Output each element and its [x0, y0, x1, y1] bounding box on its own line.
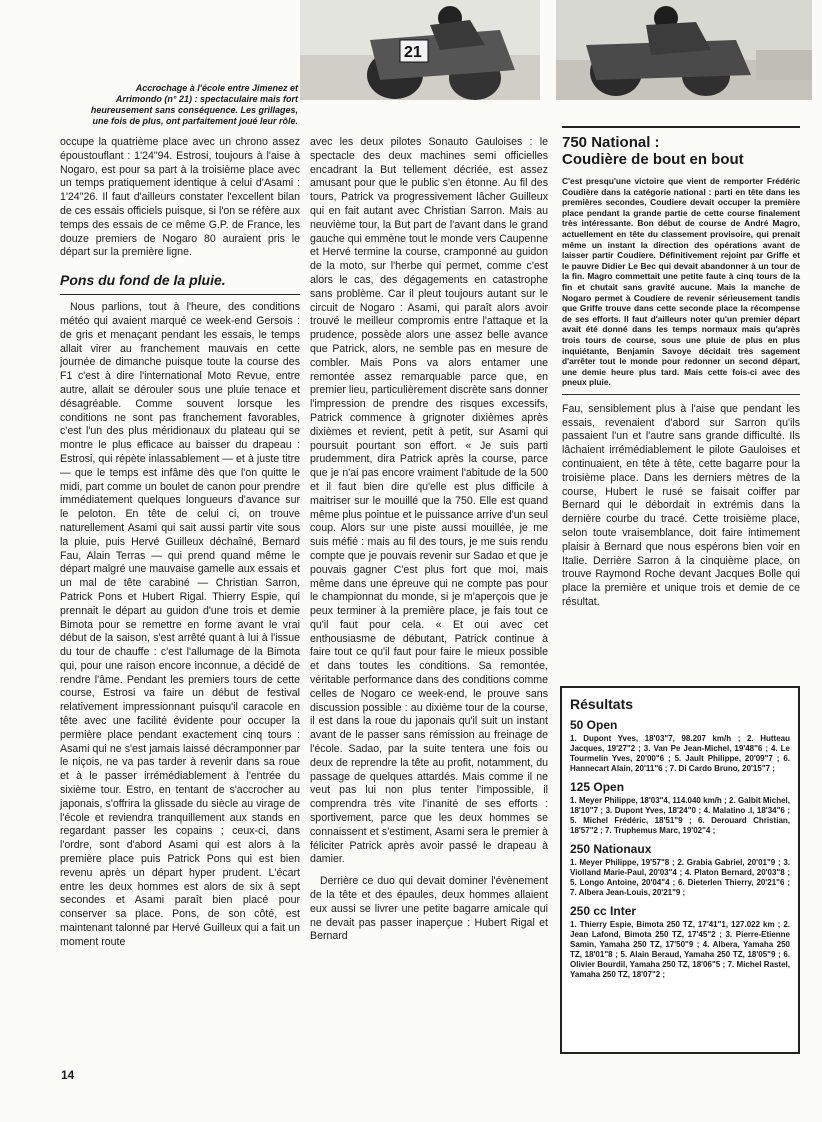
- photo-race-crash: [300, 0, 540, 100]
- category-name: 125 Open: [570, 780, 625, 794]
- category-name: 50 Open: [570, 718, 618, 732]
- photo-caption: Accrochage à l'école entre Jimenez et Arrimondo (n° 21) : spectaculaire mais fort heureusement sans conséquence. Les grillages, une fois de plus, ont parfaitement joué leur rôle.: [90, 83, 298, 126]
- results-category: [570, 780, 790, 836]
- paragraph: avec les deux pilotes Sonauto Gauloises : le spectacle des deux machines semi officielles encadrant la But tellement décriée, est assez amusant pour que le public s'en étonne. Au fil des tours, Patrick va progressivement lâcher Guilleux qui en fait autant avec Christian Sarron. Mais au neuvième tour, la But part de l'avant dans le grand gauche qui emmène tout le monde vers Caupenne et Hervé termine la course, cramponné au guidon de la moto, sur l'herbe qui permet, comme c'est alors le cas, des dégagements en catastrophe sans problème. Car il pleut toujours autant sur le circuit de Nogaro : Asami, qui paraît alors avoir trouvé le meilleur compromis entre l'attaque et la prudence, possède alors une assez belle avance que Patrick, alors, ne semble pas en mesure de combler. Mais Pons va alors entamer une remontée assez remarquable parce que, en premier lieu, particulièrement discrète sans donner l'impression de prendre des risques excessifs, Patrick commence à grignoter dixièmes après dixièmes et revient, petit à petit, sur Asami qui poursuit pourtant son effort. « Je suis parti prudemment, dira Patrick après la course, parce que je n'ai pas encore vraiment l'abitude de la 500 et il faut bien dire qu'elle est plus difficile à maitriser sur le mouillé que la 750. Elle est quand même plus pointue et le puissance arrive d'un seul coup. Alors sur une piste aussi mouillée, je me suis méfié : mais au fil des tours, je me suis rendu compte que je pouvais revenir sur Sadao et que je pouvais gagner C'est plus fort que moi, mais même dans une épreuve qui ne compte pas pour le championnat du monde, si je m'aperçois que je peux terminer à la première place, je fais tout ce qu'il faut pour cela. « Et oui avec cet enthousiasme de débutant, Patrick continue à faire tout ce qu'il faut pour faire le mieux possible et dans toutes les conditions. Sa remontée, véritable performance dans des conditions comme celles de Nogaro ce week-end, le prouve sans discussion possible : au dixième tour de la course, il est dans la roue du japonais qu'il suit un instant avant de le passer sans rémission au freinage de l'école. Sadao, par la suite tentera une fois ou deux de reprendre la tête au profit, notamment, du passage de quelques attardés. Mais comme il ne veut pas lui non plus tenter l'impossible, il comprendra très vite l'inanité de ses efforts : sportivement, parce que les deux hommes se connaissent et s'estiment, Asami sera le premier à féliciter Patrick après avoir passé le drapeau à damier.: [310, 136, 548, 866]
- section-title: [562, 134, 800, 168]
- column-1: [60, 136, 300, 950]
- category-results: 1. Meyer Philippe, 18'03"4, 114.040 km/h ; 2. Galbit Michel, 18'10"7 ; 3. Dupont Yves, 18'24"0 ; 4. Malatino .I, 18'34"6 ; 5. Michel Frédéric, 18'51"9 ; 6. Derouard Christian, 18'57"2 ; 7. Truphemus Marc, 19'02"4 ;: [570, 796, 790, 835]
- category-results: 1. Thierry Espie, Bimota 250 TZ, 17'41"1, 127.022 km ; 2. Jean Lafond, Bimota 250 TZ, 17'45"2 ; 3. Pierre-Etienne Samin, Yamaha 250 TZ, 17'50"9 ; 4. Albera, Yamaha 250 TZ, 18'01"8 ; 5. Alain Beraud, Yamaha 250 TZ, 18'05"9 ; 6. Olivier Bourdil, Yamaha 250 TZ, 18'06"5 ; 7. Michel Rastel, Yamaha 250 TZ, 18'07"2 ;: [570, 920, 790, 979]
- page-number: 14: [61, 1068, 75, 1082]
- title-line-1: 750 National :: [562, 134, 660, 151]
- column-2: [310, 136, 548, 944]
- paragraph: Nous parlions, tout à l'heure, des conditions météo qui avaient marqué ce week-end Gersois : de gris et menaçant pendant les essais, le temps allait virer au franchement mauvais en cette journée de dimanche puisque toute la course des F1 c'est à dire l'international Moto Revue, entre autre, allait se dérouler sous une pluie tenace et désagréable. Comme souvent lorsque les conditions ne sont pas franchement favorables, c'est l'un des plus méridionaux du plateau qui se montre le plus efficace au baisser du drapeau : Estrosi, qui répète inlassablement — et à juste titre — que le temps est infâme dès que l'on quitte le midi, part comme un boulet de canon pour prendre immédiatement quelques longueurs d'avance sur le peloton. En tête de celui ci, on trouve naturellement Asami qui sait aussi partir vite sous la pluie, puis Hervé Guilleux déchaîné, Bernard Fau, Alain Terras — qui prend quand même le départ malgré une mauvaise gamelle aux essais et un mal de tête carabiné — Christian Sarron, Patrick Pons et Hubert Rigal. Thierry Espie, qui prennait le départ au guidon d'une trois et demie Bimota pour se remettre en forme avant le vrai début de la saison, s'est arrêté quant à lui à l'issue du tour de chauffe : c'est l'allumage de la Bimota qui, pour une raison encore inconnue, a décidé de rendre l'âme. Pendant les premiers tours de cette course, Estrosi va faire un début de festival relativement impressionnant puisqu'il caracole en tête avec une facilité évidente pour occuper la permière place pendant exactement cinq tours : Asami qui ne s'est jamais laissé décramponner par le niçois, ne va pas tarder à revenir dans sa roue et à le passer irrémédiablement à l'entrée du sixième tour. Estro, en tentant de s'accrocher au japonais, s'offrira la glissade du siècle au virage de l'école et reviendra tranquillement aux stands en regardant passer les copains ; ceux-ci, dans l'ordre, sont d'abord Asami qui est alors à la première place puis Patrick Pons qui est bien revenu après un départ hyper prudent. L'écart entre les deux hommes est alors de six à sept secondes et Asami paraît bien placé pour conserver sa place. Pons, de son côté, est maintenant talonné par Hervé Guilleux qui a fait un moment route: [60, 301, 300, 948]
- summary-text: C'est presqu'une victoire que vient de remporter Frédéric Coudière dans la catégorie national : parti en tête dans les premières secondes, Coudiere devait occuper la première place pendant la grande partie de cette course finalement très intéressante. Bon début de course de André Magro, actuellement en tête du classement provisoire, qui prenait même un instant la direction des opérations avant de laisser partir Coudiere. Définitivement rejoint par Griffe et le pauvre Didier Le Bec qui devait abandonner à un tour de la fin. Magro commettait une petite faute à cinq tours de la fin et chutait sans gravité aucune. Mais la manche de Nogaro permet à Coudiere de revenir sérieusement tandis que Griffe trouve dans cette seconde place la récompense de ses efforts. Il faut d'ailleurs noter qu'un premier départ avait été donné dans les temps normaux mais qu'après trois tours de course, sous une pluie de plus en plus inquiétante, Benjamin Savoye décidait très sagement d'arrêter tout le monde pour redonner un second départ, une demie heure plus tard. Mais cette fois-ci avec des pneux pluie.: [562, 176, 800, 388]
- subtitle-text: Pons du fond de la pluie.: [60, 272, 226, 289]
- category-results: 1. Dupont Yves, 18'03"7, 98.207 km/h ; 2. Hutteau Jacques, 19'27"2 ; 3. Van Pe Jean-Michel, 19'48"6 ; 4. Le Tourmelin Yves, 20'00"6 ; 5. Jault Philippe, 20'09"7 ; 6. Hannecart Alain, 20'11"6 ; 7. Di Cardo Bruno, 20'15"7 ;: [570, 734, 790, 773]
- paragraph: Derrière ce duo qui devait dominer l'évènement de la tête et des épaules, deux hommes allaient eux aussi se livrer une petite bagarre amicale qui ne devait pas passer inaperçue : Hubert Rigal et Bernard: [310, 875, 548, 943]
- title-line-2: Coudière de bout en bout: [562, 151, 744, 168]
- category-name: 250 cc Inter: [570, 904, 637, 918]
- results-box: [560, 686, 800, 1054]
- column-3: [562, 126, 800, 610]
- national-summary-box: [562, 176, 800, 395]
- section-rule: [562, 126, 800, 128]
- results-category: [570, 718, 790, 774]
- photo-race-rider: [556, 0, 812, 100]
- bike-number: 21: [404, 44, 422, 61]
- section-subtitle: [60, 272, 300, 288]
- results-title: Résultats: [570, 696, 634, 712]
- category-results: 1. Meyer Philippe, 19'57"8 ; 2. Grabia Gabriel, 20'01"9 ; 3. Violland Marie-Paul, 20'03"4 ; 4. Platon Bernard, 20'03"8 ; 5. Longo Antoine, 20'04"4 ; 6. Dieterlen Thierry, 20'21"6 ; 7. Albera Jean-Louis, 20'21"9 ;: [570, 858, 790, 897]
- paragraph: occupe la quatrième place avec un chrono assez époustouflant : 1'24"94. Estrosi, toujours à l'aise à Nogaro, est pour sa part à la troisième place avec un temps pratiquement identique à celui d'Asami : 1'24"26. Il faut d'ailleurs constater l'excellent bilan de ces essais officiels puisque, si l'on se réfère aux temps des essais de ce même G.P. de France, les douze premiers de Nogaro 80 auraient pris le départ sur la première ligne.: [60, 136, 300, 259]
- results-category: [570, 842, 790, 898]
- results-category: [570, 904, 790, 980]
- divider: [60, 294, 300, 295]
- paragraph: Fau, sensiblement plus à l'aise que pendant les essais, revenaient d'abord sur Sarron qu'ils passaient l'un et l'autre sans grande difficulté. Ils lâchaient irrémédiablement le pilote Gauloises et continuaient, en tête à tête, cette bagarre pour la troisième place. Dans les derniers mètres de la course, Hubert le rusé se faisait coiffer par Bernard qui le débordait in extrémis dans la dernière courbe du tracé. Cette troisième place, selon toute vraisemblance, doit faire intimement plaisir à Bernard que nous espérons bien voir en Italie. Derrière Sarron à la cinquième place, on trouve Raymond Roche devant Jacques Bolle qui place la première et unique trois et demie de ce résultat.: [562, 402, 800, 609]
- category-name: 250 Nationaux: [570, 842, 652, 856]
